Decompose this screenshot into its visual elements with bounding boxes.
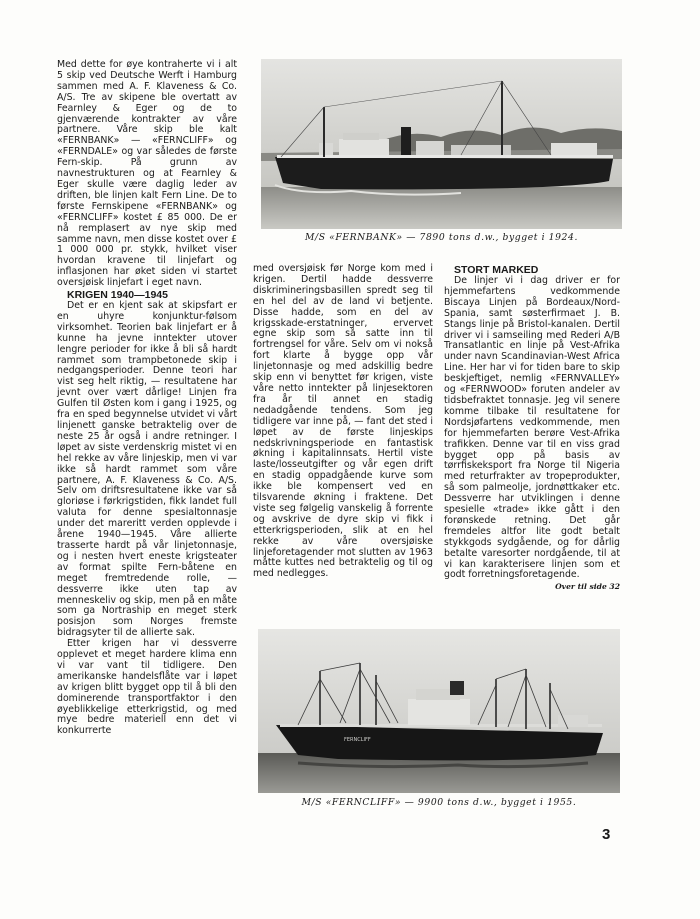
photo-caption-fernbank: M/S «FERNBANK» — 7890 tons d.w., bygget i 1924. [305, 232, 578, 243]
section-heading-war: KRIGEN 1940—1945 [67, 289, 168, 302]
paragraph-continued: med oversjøisk før Norge kom med i krigen. Dertil hadde dessverre diskrimineringsbasillen spredt seg til en hel del av de land vi betjente. Disse hadde, som en del av krigsskade-erstatninger, ervervet egne skip som så satte inn til fortrengsel for våre. Selv om vi nokså fort klarte å bygge opp vår linjetonnasje og med adskillig bedre skip enn vi benyttet før krigen, viste våre netto inntekter på linjesektoren fra år til annet en stadig nedadgående tendens. Som jeg tidligere var inne på, — fant det sted i løpet av de første linjeskips nedskrivningsperiode en fantastisk økning i kapitalinnsats. Hertil viste laste/losseutgifter og vår egen drift en stadig oppadgående kurve som ikke ble kompensert ved en tilsvarende økning i fraktene. Det viste seg følgelig vanskelig å forrente og avskrive de dyre skip vi fikk i etterkrigsperioden, slik at en hel rekke av våre oversjøiske linjeforetagender mot slutten av 1963 måtte kuttes ned betraktelig og til og med nedlegges. [253, 263, 433, 580]
paragraph-war: Det er en kjent sak at skipsfart er en uhyre konjunktur-følsom virksomhet. Teorien bak linjefart er å kunne ha jevne inntekter utover lengre perioder for ikke å bli så hardt rammet som trampbetonede skip i nedgangsperioder. Denne teori har vist seg helt riktig, — resultatene har jevnt over vært dårlige! Linjen fra Gulfen til Østen kom i gang i 1925, og fra en sped begynnelse utvidet vi vårt linjenett ganske betraktelig over de neste 25 år også i andre retninger. I løpet av siste verdenskrig mistet vi en hel rekke av våre linjeskip, men vi var ikke så hardt rammet som våre partnere, A. F. Klaveness & Co. A/S. Selv om driftsresultatene ikke var så gloriøse i førkrigstiden, fikk landet full valuta for denne spesialtonnasje under det mareritt verden opplevde i årene 1940—1945. Våre allierte trasserte hardt på vår linjetonnasje, og i nesten hvert eneste krigsteater av format spilte Fern-båtene en meget fremtredende rolle, — dessverre ikke uten tap av menneskeliv og skip, men på en måte som ga Nortraship en meget sterk posisjon som Norges fremste bidragsyter til de allierte sak. [57, 300, 237, 639]
paragraph-intro: Med dette for øye kontraherte vi i alt 5 skip ved Deutsche Werft i Hamburg sammen med A. F. Klaveness & Co. A/S. Tre av skipene ble overtatt av Fearnley & Eger og de to gjenværende kontrakter av våre partnere. Våre skip ble kalt «FERNBANK» — «FERNCLIFF» og «FERNDALE» og var således de første Fern-skip. På grunn av navnestrukturen og at Fearnley & Eger skulle være daglig leder av driften, ble linjen kalt Fern Line. De to første Fernskipene «FERNBANK» og «FERNCLIFF» kostet £ 85 000. De er nå remplasert av nye skip med samme navn, men disse kostet over £ 1 000 000 pr. stykk, hvilket viser hvordan kravene til linjefart og inflasjonen har øket siden vi startet oversjøisk linjefart i eget navn. [57, 59, 237, 289]
paragraph-postwar: Etter krigen har vi dessverre opplevet et meget hardere klima enn vi var vant til tidligere. Den amerikanske handelsflåte var i løpet av krigen blitt bygget opp til å bli den dominerende transportfaktor i den øyeblikkelige etterkrigstid, og med mye bedre materiell enn det vi konkurrerte [57, 638, 237, 737]
text-column-2 [253, 264, 433, 580]
section-heading-market: STORT MARKED [454, 264, 539, 276]
text-column-3 [444, 264, 620, 593]
photo-fernbank [261, 59, 622, 229]
ship-illustration-ferncliff [258, 629, 620, 793]
photo-ferncliff [258, 629, 620, 793]
text-column-1 [57, 60, 237, 737]
ship-illustration-fernbank [261, 59, 622, 229]
page-number: 3 [602, 826, 611, 843]
paragraph-market: De linjer vi i dag driver er for hjemmefartens vedkommende Biscaya Linjen på Bordeaux/Nord-Spania, samt søsterfirmaet J. B. Stangs linje på Bristol-kanalen. Dertil driver vi i samseiling med Rederi A/B Transatlantic en linje på Vest-Afrika under navn Scandinavian-West Africa Line. Her har vi for tiden bare to skip beskjeftiget, nemlig «FERNVALLEY» og «FERNWOOD» foruten andeler av tidsbefraktet tonnasje. Jeg vil senere komme tilbake til resultatene for Nordsjøfartens vedkommende, men for hjemmefarten berøre Vest-Afrika trafikken. Denne var til en viss grad bygget opp på basis av tørrfiskeksport fra Norge til Nigeria med returfrakter av tropeprodukter, så som palmeolje, jordnøttkaker etc. Dessverre har utviklingen i denne spesielle «trade» ikke gått i den forønskede retning. Det går fremdeles altfor lite godt betalt stykkgods sydgående, og for dårlig betalte varesorter nordgående, til at vi kan karakterisere linjen som et godt forretningsforetagende. [444, 275, 620, 581]
continued-note: Over til side 32 [555, 582, 620, 592]
photo-caption-ferncliff: M/S «FERNCLIFF» — 9900 tons d.w., bygget i 1955. [301, 797, 577, 808]
hull-name-label: FERNCLIFF [344, 737, 371, 743]
